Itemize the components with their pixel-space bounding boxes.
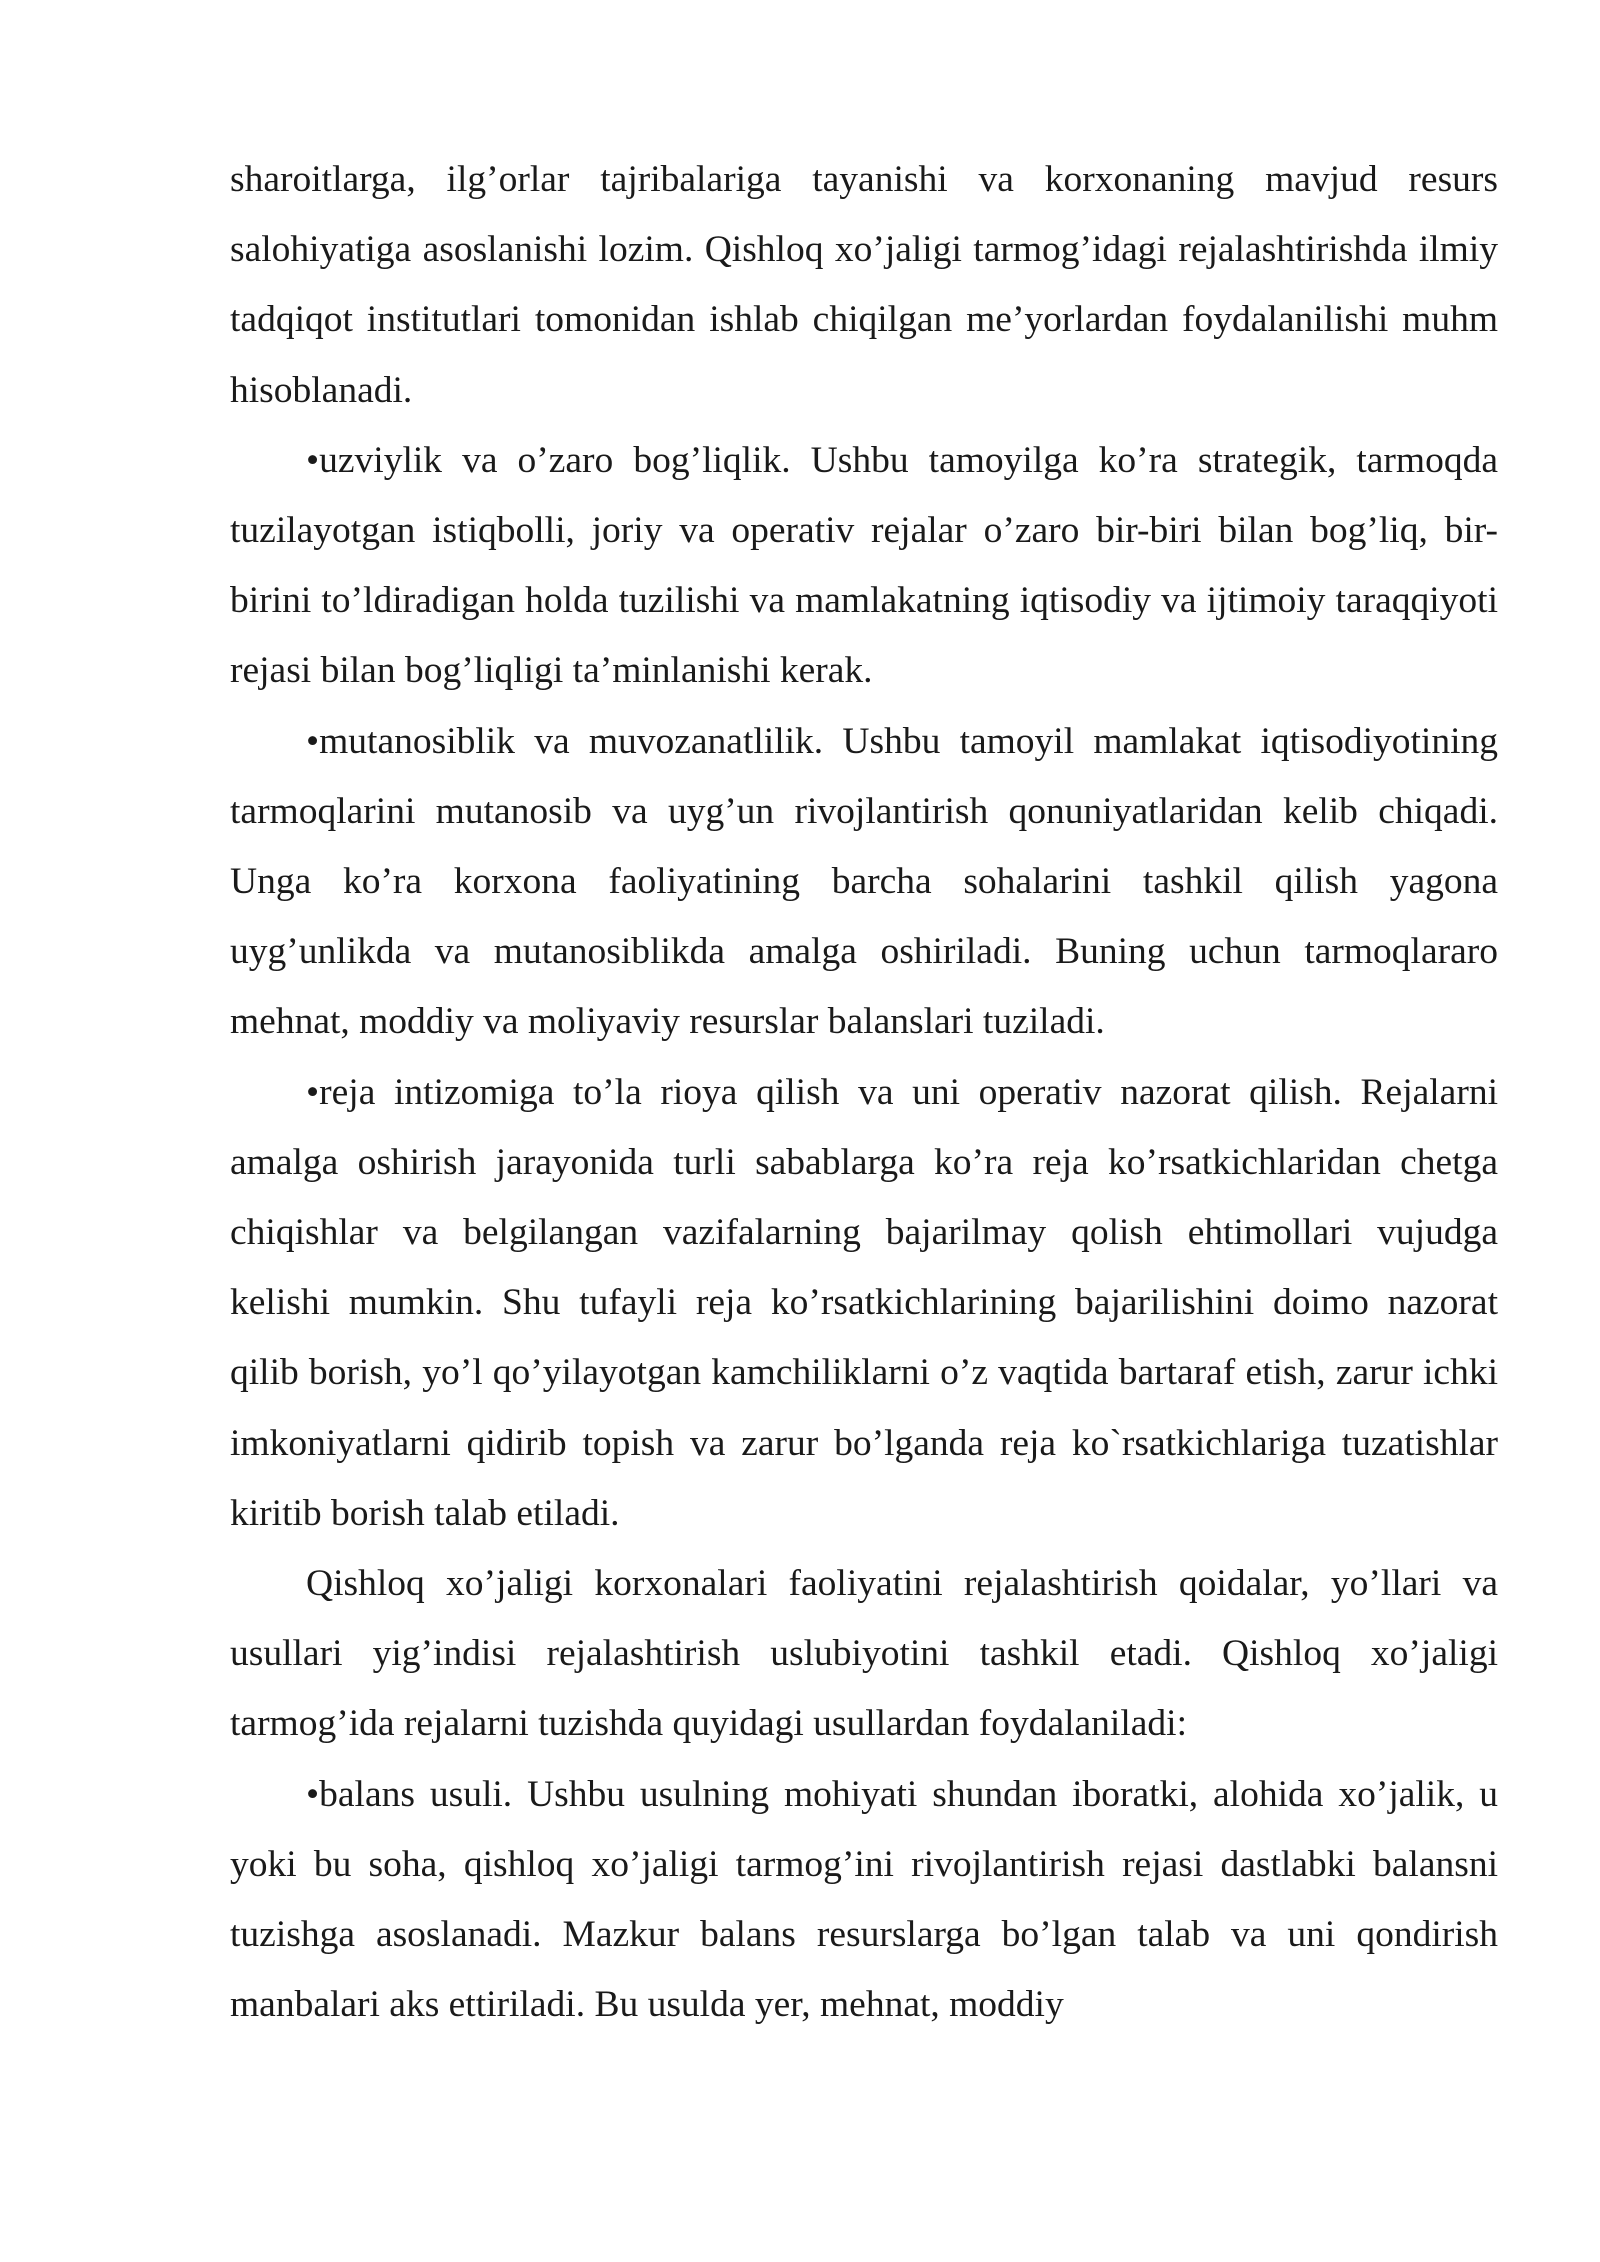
paragraph-3-text: mutanosiblik va muvozanatlilik. Ushbu tamoyil mamlakat iqtisodiyotining tarmoqlarini mutanosib va uyg’un rivojlantirish qonuniyatlaridan kelib chiqadi. Unga ko’ra korxona faoliyatining barcha sohalarini tashkil qilish yagona uyg’unlikda va mutanosiblikda amalga oshiriladi. Buning uchun tarmoqlararo mehnat, moddiy va moliyaviy resurslar balanslari tuziladi. [230, 720, 1498, 1043]
bullet-icon: • [306, 439, 320, 481]
paragraph-6 [230, 1760, 1498, 2041]
paragraph-2-text: uzviylik va o’zaro bog’liqlik. Ushbu tamoyilga ko’ra strategik, tarmoqda tuzilayotgan istiqbolli, joriy va operativ rejalar o’zaro bir-biri bilan bog’liq, bir-birini to’ldiradigan holda tuzilishi va mamlakatning iqtisodiy va ijtimoiy taraqqiyoti rejasi bilan bog’liqligi ta’minlanishi kerak. [230, 439, 1498, 692]
document-body [230, 145, 1498, 2040]
paragraph-5-text: Qishloq xo’jaligi korxonalari faoliyatini rejalashtirish qoidalar, yo’llari va usullari yig’indisi rejalashtirish uslubiyotini tashkil etadi. Qishloq xo’jaligi tarmog’ida rejalarni tuzishda quyidagi usullardan foydalaniladi: [230, 1563, 1498, 1745]
paragraph-5 [230, 1549, 1498, 1760]
bullet-icon: • [306, 1773, 320, 1815]
bullet-icon: • [306, 720, 320, 762]
paragraph-4-text: reja intizomiga to’la rioya qilish va uni operativ nazorat qilish. Rejalarni amalga oshirish jarayonida turli sabablarga ko’ra reja ko’rsatkichlaridan chetga chiqishlar va belgilangan vazifalarning bajarilmay qolish ehtimollari vujudga kelishi mumkin. Shu tufayli reja ko’rsatkichlarining bajarilishini doimo nazorat qilib borish, yo’l qo’yilayotgan kamchiliklarni o’z vaqtida bartaraf etish, zarur ichki imkoniyatlarni qidirib topish va zarur bo’lganda reja ko`rsatkichlariga tuzatishlar kiritib borish talab etiladi. [230, 1071, 1498, 1534]
paragraph-6-text: balans usuli. Ushbu usulning mohiyati shundan iboratki, alohida xo’jalik, u yoki bu soha, qishloq xo’jaligi tarmog’ini rivojlantirish rejasi dastlabki balansni tuzishga asoslanadi. Mazkur balans resurslarga bo’lgan talab va uni qondirish manbalari aks ettiriladi. Bu usulda yer, mehnat, moddiy [230, 1773, 1498, 2026]
paragraph-2 [230, 426, 1498, 707]
paragraph-4 [230, 1058, 1498, 1549]
paragraph-1-text: sharoitlarga, ilg’orlar tajribalariga tayanishi va korxonaning mavjud resurs salohiyatiga asoslanishi lozim. Qishloq xo’jaligi tarmog’idagi rejalashtirishda ilmiy tadqiqot institutlari tomonidan ishlab chiqilgan me’yorlardan foydalanilishi muhm hisoblanadi. [230, 159, 1498, 411]
paragraph-1 [230, 145, 1498, 426]
paragraph-3 [230, 707, 1498, 1058]
bullet-icon: • [306, 1071, 320, 1113]
